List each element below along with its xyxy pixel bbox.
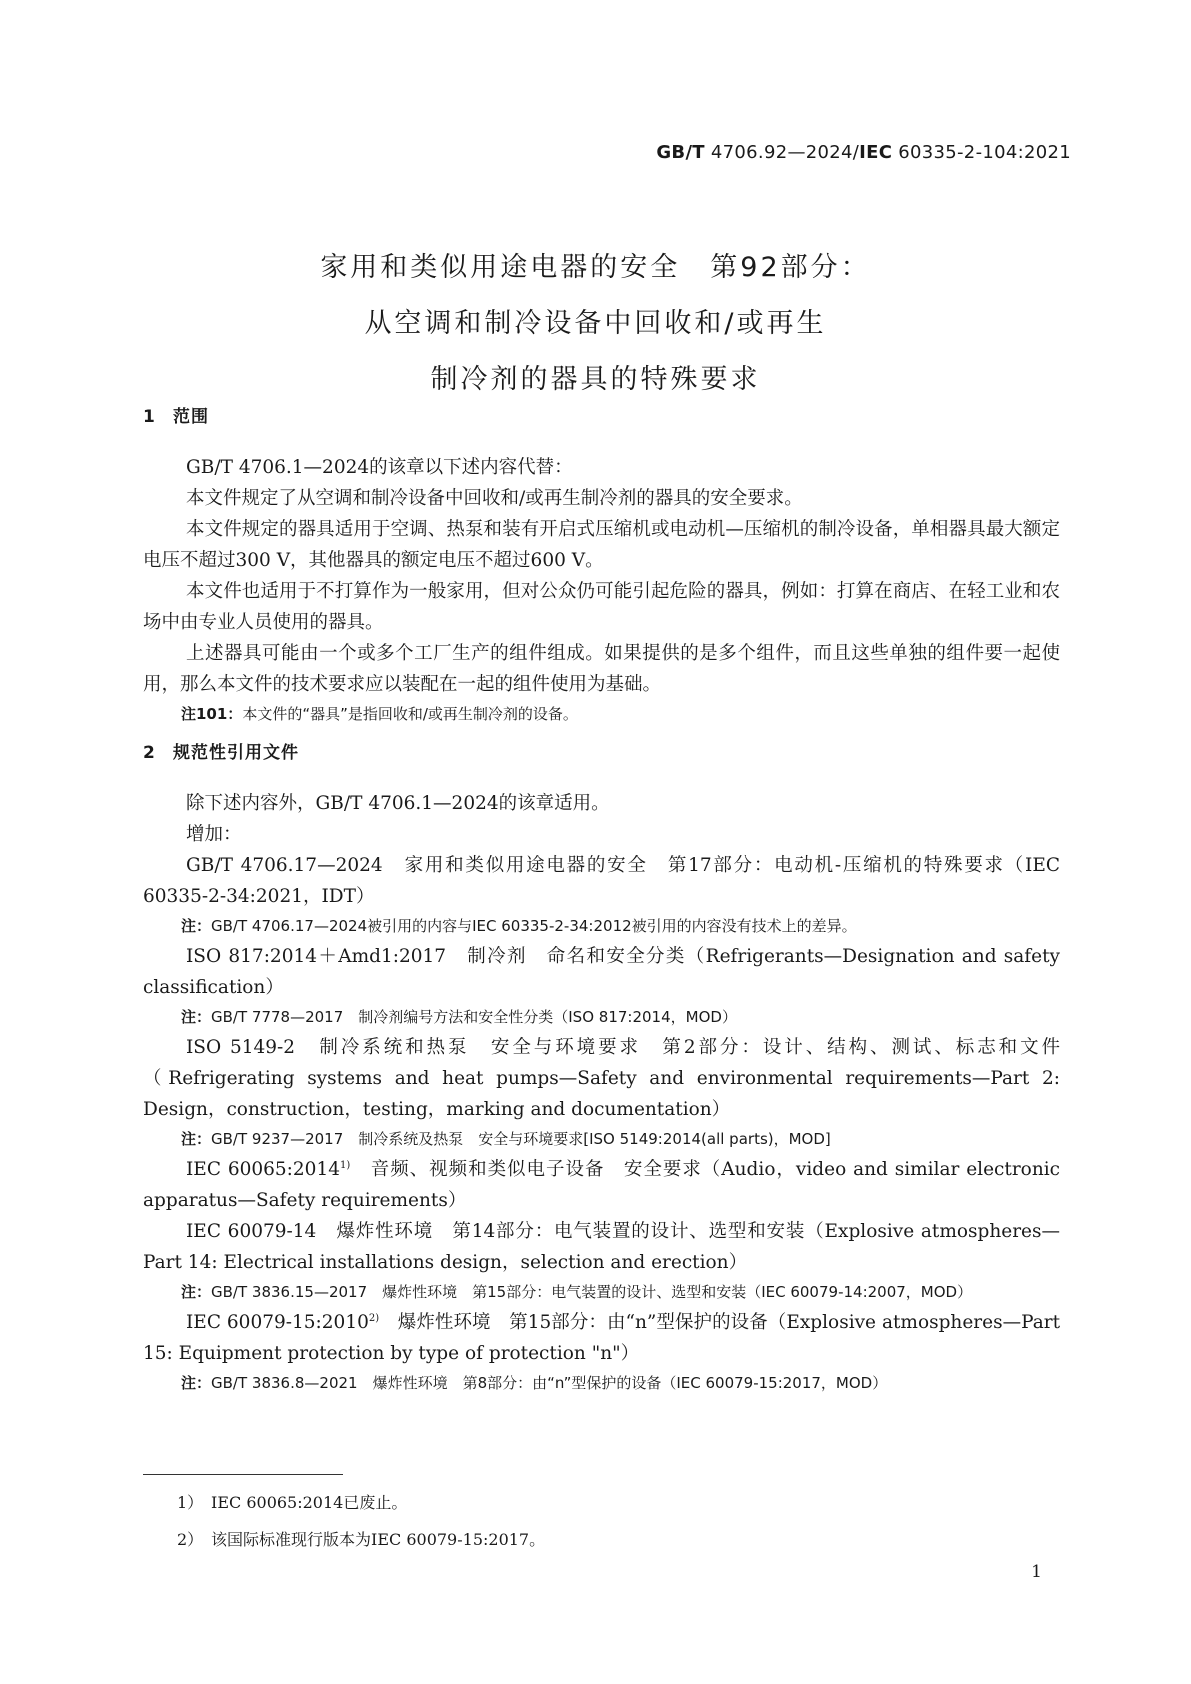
- note-label: 注：: [181, 1374, 212, 1392]
- note-text: GB/T 7778—2017 制冷剂编号方法和安全性分类（ISO 817:2014，MOD）: [211, 1008, 737, 1026]
- header-std-prefix: GB/T: [656, 142, 705, 163]
- document-title: [0, 240, 1191, 408]
- footnote-marker: 2): [368, 1312, 380, 1324]
- section-1-paragraph: GB/T 4706.1—2024的该章以下述内容代替：: [186, 457, 573, 478]
- section-1-paragraph: 本文件规定了从空调和制冷设备中回收和/或再生制冷剂的器具的安全要求。: [186, 488, 803, 509]
- title-line-2: 从空调和制冷设备中回收和/或再生: [364, 308, 827, 339]
- footnote: [143, 1521, 1043, 1558]
- section-1-paragraph: 上述器具可能由一个或多个工厂生产的组件组成。如果提供的是多个组件，而且这些单独的组件要一起使用，那么本文件的技术要求应以装配在一起的组件使用为基础。: [143, 643, 1060, 695]
- reference-note: [143, 1278, 1060, 1307]
- section-2-number: 2: [143, 743, 156, 763]
- header-std-number: 4706.92—2024/: [704, 142, 860, 163]
- normative-reference: [143, 1307, 1060, 1369]
- reference-note: [143, 1003, 1060, 1032]
- normative-reference: ISO 5149-2 制冷系统和热泵 安全与环境要求 第2部分：设计、结构、测试、标志和文件（Refrigerating systems and heat pumps—Safety and environmental requirements—Part 2: Design，construction，testing，marking and documentation）: [143, 1037, 1060, 1120]
- footnote-divider: [143, 1474, 343, 1475]
- section-2-title: 规范性引用文件: [173, 743, 299, 763]
- title-line-3: 制冷剂的器具的特殊要求: [430, 364, 761, 395]
- reference-id: IEC 60079-15:2010: [186, 1312, 369, 1333]
- standard-number-header: [656, 142, 1071, 163]
- section-1-title: 范围: [173, 407, 209, 427]
- reference-note: [143, 1369, 1060, 1398]
- reference-note: [143, 912, 1060, 941]
- normative-reference: IEC 60079-14 爆炸性环境 第14部分：电气装置的设计、选型和安装（Explosive atmospheres—Part 14: Electrical installations design，selection and erection）: [143, 1221, 1060, 1273]
- section-1-note: [143, 700, 1060, 729]
- note-label: 注：: [181, 1008, 212, 1026]
- footnote: [143, 1484, 1043, 1521]
- reference-title: 爆炸性环境 第15部分：由“n”型保护的设备（Explosive atmospheres—Part 15: Equipment protection by type of protection "n"）: [143, 1312, 1061, 1364]
- reference-id: IEC 60065:2014: [186, 1159, 340, 1180]
- note-text: GB/T 4706.17—2024被引用的内容与IEC 60335-2-34:2012被引用的内容没有技术上的差异。: [211, 917, 857, 935]
- reference-note: [143, 1125, 1060, 1154]
- note-text: GB/T 9237—2017 制冷系统及热泵 安全与环境要求[ISO 5149:2014(all parts)，MOD]: [211, 1130, 831, 1148]
- footnote-text: IEC 60065:2014已废止。: [211, 1493, 408, 1512]
- section-2-heading: [143, 738, 299, 763]
- section-2-body: [143, 788, 1060, 1398]
- note-text: GB/T 3836.8—2021 爆炸性环境 第8部分：由“n”型保护的设备（IEC 60079-15:2017，MOD）: [211, 1374, 888, 1392]
- section-1-paragraph: 本文件也适用于不打算作为一般家用，但对公众仍可能引起危险的器具，例如：打算在商店、在轻工业和农场中由专业人员使用的器具。: [143, 581, 1060, 633]
- title-line-1: 家用和类似用途电器的安全 第92部分：: [320, 252, 871, 283]
- section-1-paragraph: 本文件规定的器具适用于空调、热泵和装有开启式压缩机或电动机—压缩机的制冷设备，单相器具最大额定电压不超过300 V，其他器具的额定电压不超过600 V。: [143, 519, 1060, 571]
- normative-reference: [143, 1154, 1060, 1216]
- normative-reference: ISO 817:2014＋Amd1:2017 制冷剂 命名和安全分类（Refrigerants—Designation and safety classification）: [143, 946, 1060, 998]
- header-iec-number: 60335-2-104:2021: [892, 142, 1071, 163]
- section-1-heading: [143, 402, 209, 427]
- section-2-intro: 除下述内容外，GB/T 4706.1—2024的该章适用。: [186, 793, 610, 814]
- footnote-number: 1）: [177, 1493, 204, 1512]
- note-text: GB/T 3836.15—2017 爆炸性环境 第15部分：电气装置的设计、选型和安装（IEC 60079-14:2007，MOD）: [211, 1283, 973, 1301]
- note-label: 注101：: [181, 705, 243, 723]
- page-number: 1: [1031, 1562, 1042, 1582]
- section-1-body: [143, 452, 1060, 729]
- footnote-number: 2）: [177, 1530, 204, 1549]
- footnotes: [143, 1484, 1043, 1558]
- reference-title: 音频、视频和类似电子设备 安全要求（Audio，video and similar electronic apparatus—Safety requirements）: [143, 1159, 1061, 1211]
- note-text: 本文件的“器具”是指回收和/或再生制冷剂的设备。: [242, 705, 578, 723]
- footnote-marker: 1): [340, 1159, 351, 1171]
- footnote-text: 该国际标准现行版本为IEC 60079-15:2017。: [211, 1530, 546, 1549]
- section-2-intro-add: 增加：: [186, 824, 242, 845]
- section-1-number: 1: [143, 407, 156, 427]
- normative-reference: GB/T 4706.17—2024 家用和类似用途电器的安全 第17部分：电动机-压缩机的特殊要求（IEC 60335-2-34:2021，IDT）: [143, 855, 1060, 907]
- note-label: 注：: [181, 1130, 212, 1148]
- note-label: 注：: [181, 1283, 212, 1301]
- header-iec-prefix: IEC: [859, 142, 893, 163]
- note-label: 注：: [181, 917, 212, 935]
